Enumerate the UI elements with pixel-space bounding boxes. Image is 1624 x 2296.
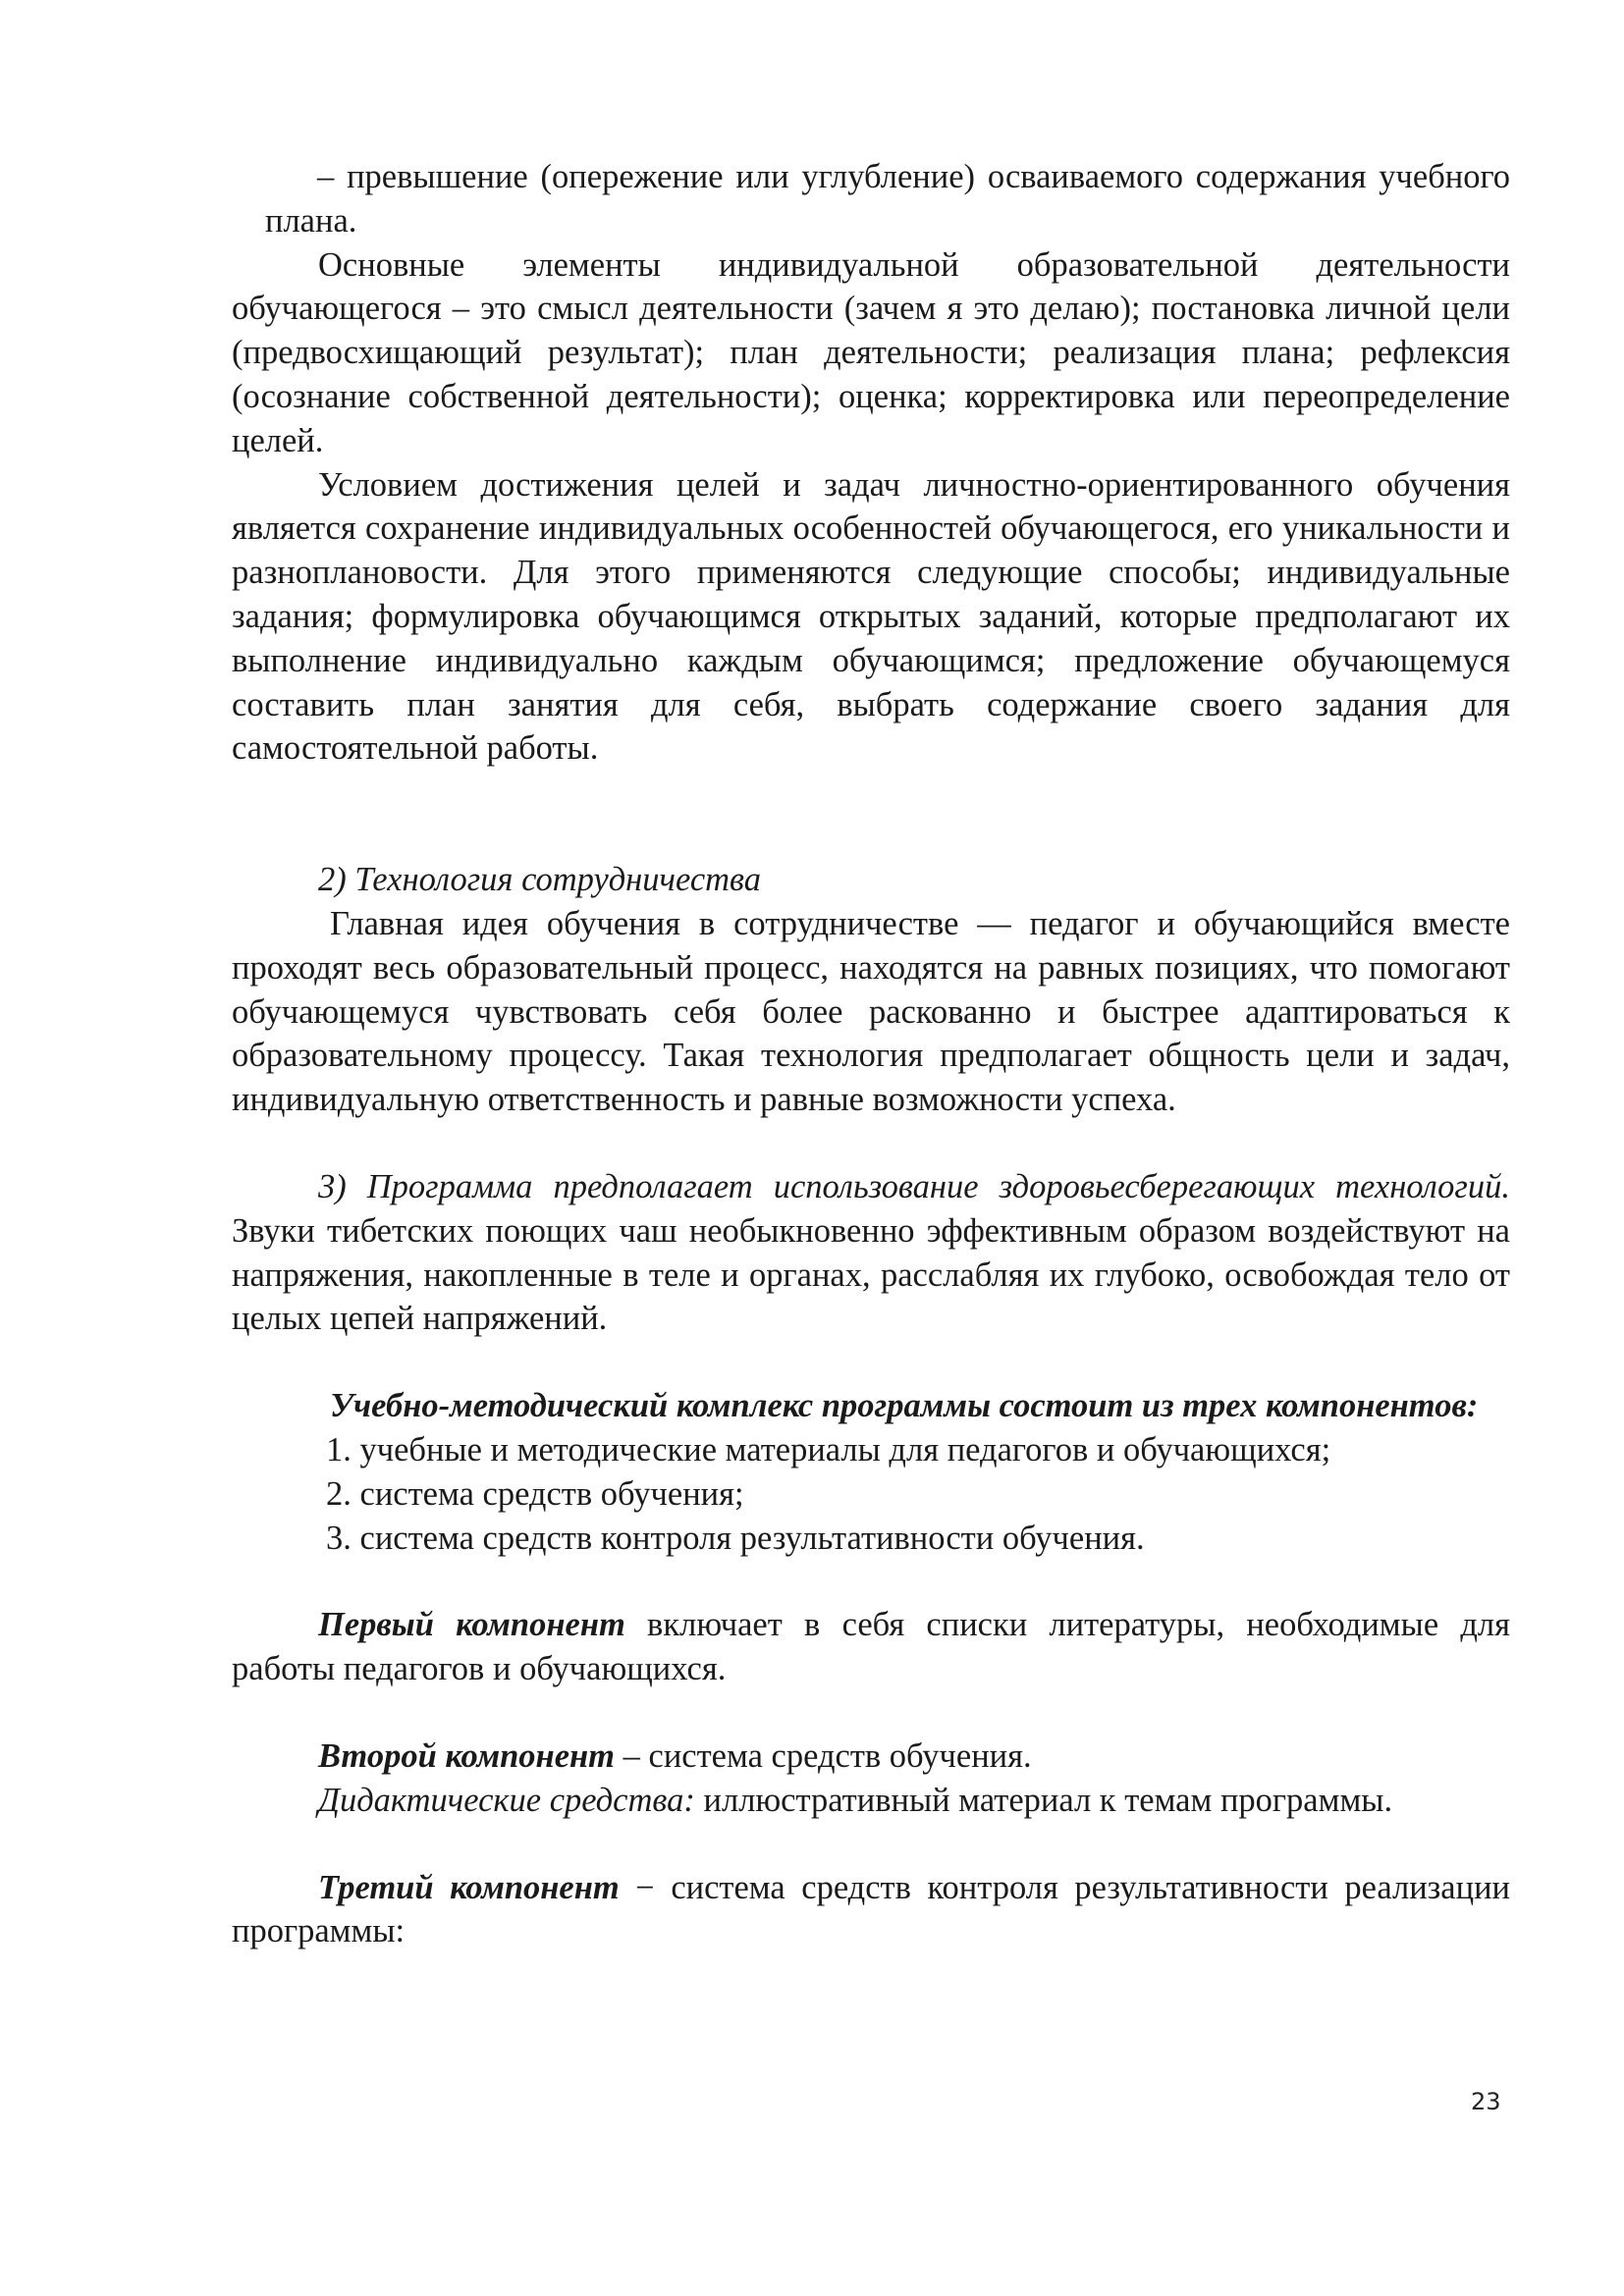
paragraph-second-component <box>232 1735 1510 1779</box>
section-heading-cooperation-text: 2) Технология сотрудничества <box>318 861 762 899</box>
section-heading-cooperation <box>232 858 1510 902</box>
complex-heading <box>232 1384 1510 1428</box>
paragraph-didactic <box>232 1779 1510 1823</box>
didactic-text: иллюстративный материал к темам программы. <box>694 1781 1393 1819</box>
first-component-text: включает в себя списки литературы, необходимые для работы педагогов и обучающихся. <box>232 1606 1510 1688</box>
third-component-label: Третий компонент <box>318 1868 620 1906</box>
paragraph-first-component <box>232 1603 1510 1691</box>
third-component-text: − система средств контроля результативности реализации программы: <box>232 1868 1510 1950</box>
first-component-label: Первый компонент <box>318 1606 625 1644</box>
health-text: Звуки тибетских поющих чаш необыкновенно эффективным образом воздействуют на напряжения, накопленные в теле и органах, расслабляя их глубоко, освобождая тело от целых цепей напряжений. <box>232 1211 1510 1338</box>
paragraph-elements: Основные элементы индивидуальной образовательной деятельности обучающегося – это смысл деятельности (зачем я это делаю); постановка личной цели (предвосхищающий результат); план деятельности; реализация плана; рефлексия (осознание собственной деятельности); оценка; корректировка или переопределение целей. <box>232 245 1510 459</box>
paragraph-cooperation: Главная идея обучения в сотрудничестве — педагог и обучающийся вместе проходят весь образовательный процесс, находятся на равных позициях, что помогают обучающемуся чувствовать себя более раскованно и быстрее адаптироваться к образовательному процессу. Такая технология предполагает общность цели и задач, индивидуальную ответственность и равные возможности успеха. <box>232 904 1510 1119</box>
list-item: 3. система средств контроля результативности обучения. <box>326 1519 1145 1557</box>
second-component-label: Второй компонент <box>318 1736 616 1775</box>
list-item: 2. система средств обучения; <box>326 1474 744 1513</box>
page-number: 23 <box>1471 2088 1501 2115</box>
second-component-text: – система средств обучения. <box>615 1736 1032 1775</box>
list-item: 1. учебные и методические материалы для педагогов и обучающихся; <box>326 1430 1331 1468</box>
page-content <box>232 155 1510 1953</box>
paragraph-condition: Условием достижения целей и задач личностно-ориентированного обучения является сохранение индивидуальных особенностей обучающегося, его уникальности и разноплановости. Для этого применяются следующие способы; индивидуальные задания; формулировка обучающимся открытых заданий, которые предполагают их выполнение индивидуально каждым обучающимся; предложение обучающемуся составить план занятия для себя, выбрать содержание своего задания для самостоятельной работы. <box>232 465 1510 768</box>
didactic-label: Дидактические средства: <box>318 1781 695 1819</box>
dash-list-item: – превышение (опережение или углубление) осваиваемого содержания учебного плана. <box>265 158 1510 240</box>
health-intro: 3) Программа предполагает использование здоровьесберегающих технологий. <box>318 1167 1510 1205</box>
paragraph-third-component <box>232 1866 1510 1954</box>
paragraph-health <box>232 1165 1510 1341</box>
complex-heading-text: Учебно-методический комплекс программы состоит из трех компонентов: <box>330 1387 1479 1425</box>
